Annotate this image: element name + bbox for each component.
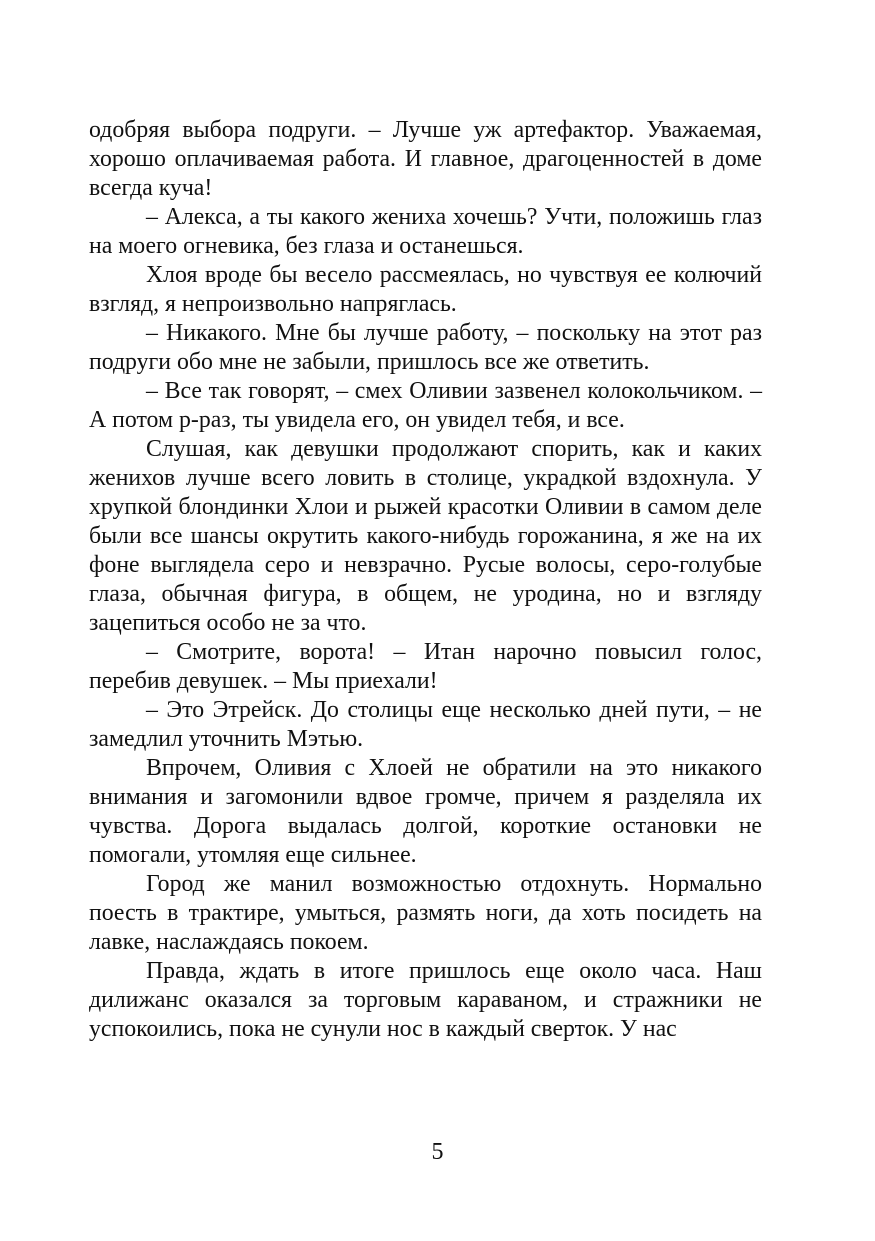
page-number: 5 xyxy=(431,1139,444,1165)
paragraph: Город же манил возможностью отдохнуть. Нормально поесть в трактире, умыться, размять ноги, да хоть посидеть на лавке, наслаждаясь покоем. xyxy=(89,871,762,955)
body-text xyxy=(89,116,762,1044)
paragraph-continuation: одобряя выбора подруги. – Лучше уж артефактор. Уважаемая, хорошо оплачиваемая работа. И главное, драгоценностей в доме всегда куча! xyxy=(89,117,762,201)
paragraph: Хлоя вроде бы весело рассмеялась, но чувствуя ее колючий взгляд, я непроизвольно напряглась. xyxy=(89,262,762,317)
paragraph: – Это Этрейск. До столицы еще несколько дней пути, – не замедлил уточнить Мэтью. xyxy=(89,697,762,752)
paragraph: Впрочем, Оливия с Хлоей не обратили на это никакого внимания и загомонили вдвое громче, причем я разделяла их чувства. Дорога выдалась долгой, короткие остановки не помогали, утомляя еще сильнее. xyxy=(89,755,762,868)
paragraph: Слушая, как девушки продолжают спорить, как и каких женихов лучше всего ловить в столице, украдкой вздохнула. У хрупкой блондинки Хлои и рыжей красотки Оливии в самом деле были все шансы окрутить какого-нибудь горожанина, я же на их фоне выглядела серо и невзрачно. Русые волосы, серо-голубые глаза, обычная фигура, в общем, не уродина, но и взгляду зацепиться особо не за что. xyxy=(89,436,762,636)
paragraph: – Смотрите, ворота! – Итан нарочно повысил голос, перебив девушек. – Мы приехали! xyxy=(89,639,762,694)
paragraph: – Все так говорят, – смех Оливии зазвенел колокольчиком. – А потом р-раз, ты увидела его, он увидел тебя, и все. xyxy=(89,378,762,433)
paragraph-last: Правда, ждать в итоге пришлось еще около часа. Наш дилижанс оказался за торговым караваном, и стражники не успокоились, пока не сунули нос в каждый сверток. У нас xyxy=(89,958,762,1042)
paragraph: – Никакого. Мне бы лучше работу, – поскольку на этот раз подруги обо мне не забыли, пришлось все же ответить. xyxy=(89,320,762,375)
paragraph: – Алекса, а ты какого жениха хочешь? Учти, положишь глаз на моего огневика, без глаза и останешься. xyxy=(89,204,762,259)
